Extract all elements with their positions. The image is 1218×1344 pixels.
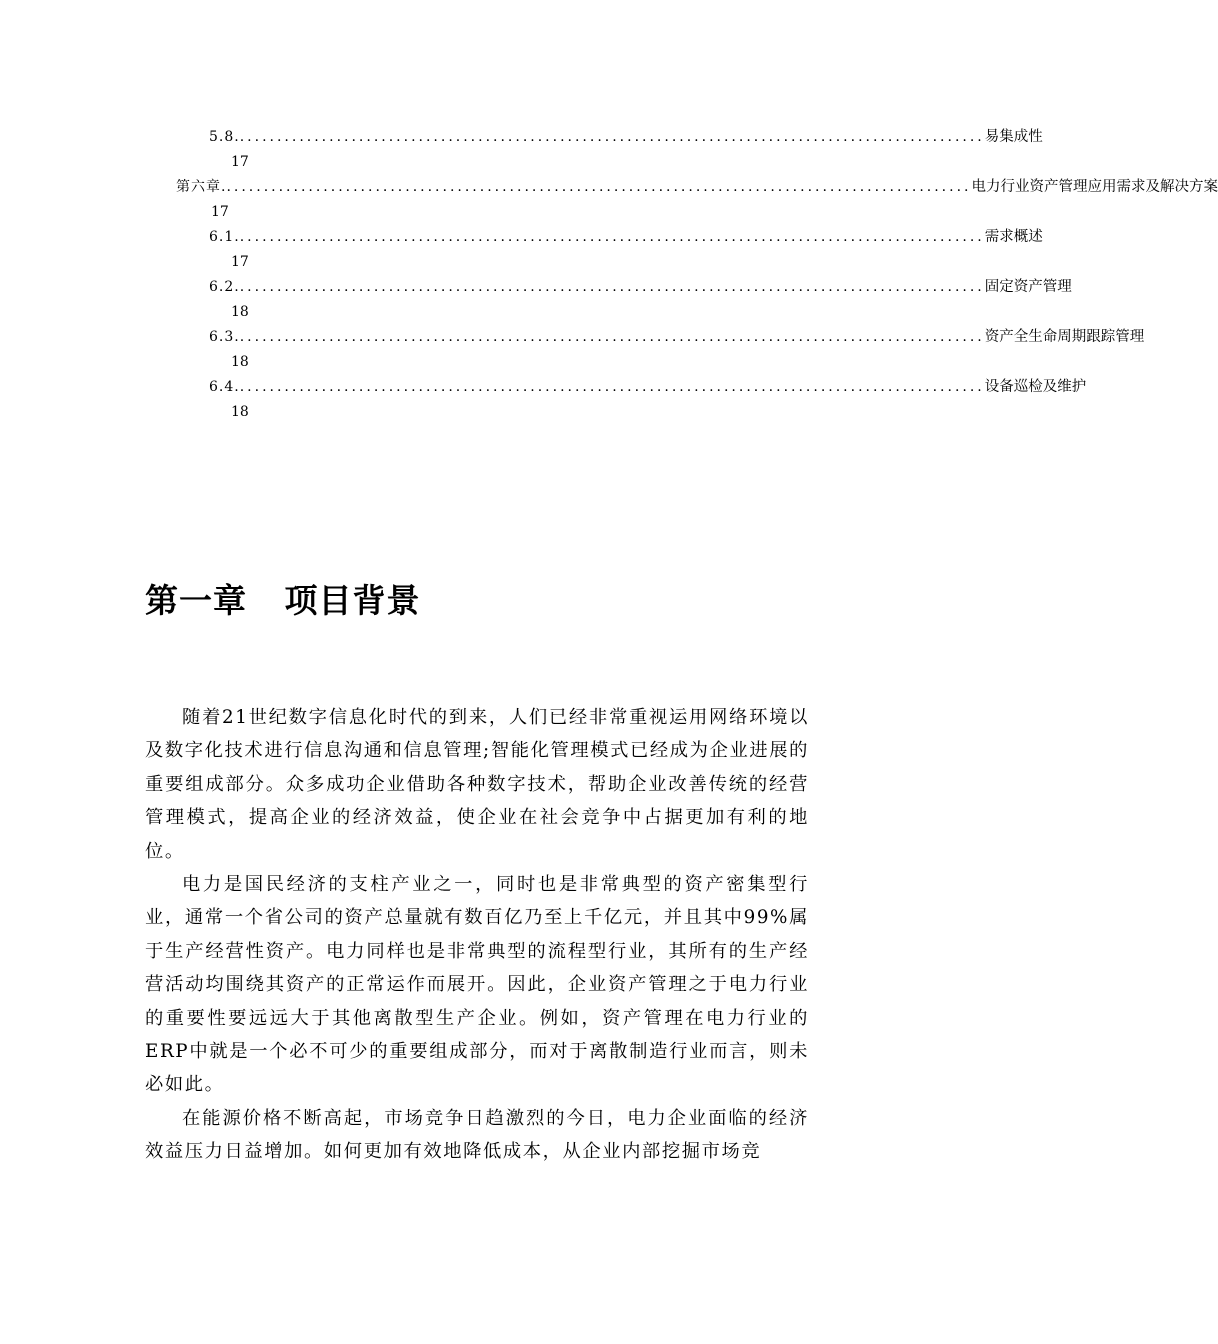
body-paragraph: 在能源价格不断高起，市场竞争日趋激烈的今日，电力企业面临的经济效益压力日益增加。如何更加有效地降低成本，从企业内部挖掘市场竞: [145, 1107, 809, 1163]
toc-page-number: 17: [211, 204, 229, 220]
toc-page-number: 17: [231, 254, 249, 270]
toc-dot-leader: ....................................................................................................: [239, 229, 985, 245]
toc-dot-leader: ....................................................................................................: [239, 329, 985, 345]
toc-page-number: 17: [231, 154, 249, 170]
toc-dot-leader: ....................................................................................................: [226, 179, 972, 195]
toc-page-number: 18: [231, 354, 249, 370]
toc-entry[interactable]: [209, 277, 1072, 297]
toc-entry-number: 第六章.: [176, 179, 227, 195]
toc-page-number: 18: [231, 304, 249, 320]
toc-entry-title: 需求概述: [984, 229, 1043, 245]
toc-entry-number: 6.1.: [209, 229, 240, 245]
chapter-heading: 第一章 项目背景: [145, 581, 421, 620]
toc-entry-number: 6.4.: [209, 379, 240, 395]
toc-page-number: 18: [231, 404, 249, 420]
body-paragraph: 电力是国民经济的支柱产业之一，同时也是非常典型的资产密集型行业，通常一个省公司的资产总量就有数百亿乃至上千亿元，并且其中99%属于生产经营性资产。电力同样也是非常典型的流程型行业，其所有的生产经营活动均围绕其资产的正常运作而展开。因此，企业资产管理之于电力行业的重要性要远远大于其他离散型生产企业。例如，资产管理在电力行业的ERP中就是一个必不可少的重要组成部分，而对于离散制造行业而言，则未必如此。: [145, 874, 809, 1096]
chapter-body: [145, 701, 809, 1169]
toc-dot-leader: ....................................................................................................: [239, 379, 985, 395]
toc-entry-number: 6.3.: [209, 329, 240, 345]
toc-entry-number: 5.8.: [209, 129, 240, 145]
body-paragraph: 随着21世纪数字信息化时代的到来，人们已经非常重视运用网络环境以及数字化技术进行信息沟通和信息管理;智能化管理模式已经成为企业进展的重要组成部分。众多成功企业借助各种数字技术，帮助企业改善传统的经营管理模式，提高企业的经济效益，使企业在社会竞争中占据更加有利的地位。: [145, 707, 809, 862]
toc-entry-title: 设备巡检及维护: [984, 379, 1087, 395]
toc-entry-title: 电力行业资产管理应用需求及解决方案: [971, 179, 1218, 195]
toc-entry[interactable]: [176, 177, 1218, 197]
toc-entry-title: 易集成性: [984, 129, 1043, 145]
toc-dot-leader: ....................................................................................................: [239, 129, 985, 145]
toc-entry-title: 固定资产管理: [984, 279, 1072, 295]
toc-entry[interactable]: [209, 227, 1043, 247]
toc-entry[interactable]: [209, 127, 1043, 147]
toc-entry-title: 资产全生命周期跟踪管理: [984, 329, 1145, 345]
toc-entry[interactable]: [209, 327, 1145, 347]
toc-entry-number: 6.2.: [209, 279, 240, 295]
toc-entry[interactable]: [209, 377, 1087, 397]
toc-dot-leader: ....................................................................................................: [239, 279, 985, 295]
